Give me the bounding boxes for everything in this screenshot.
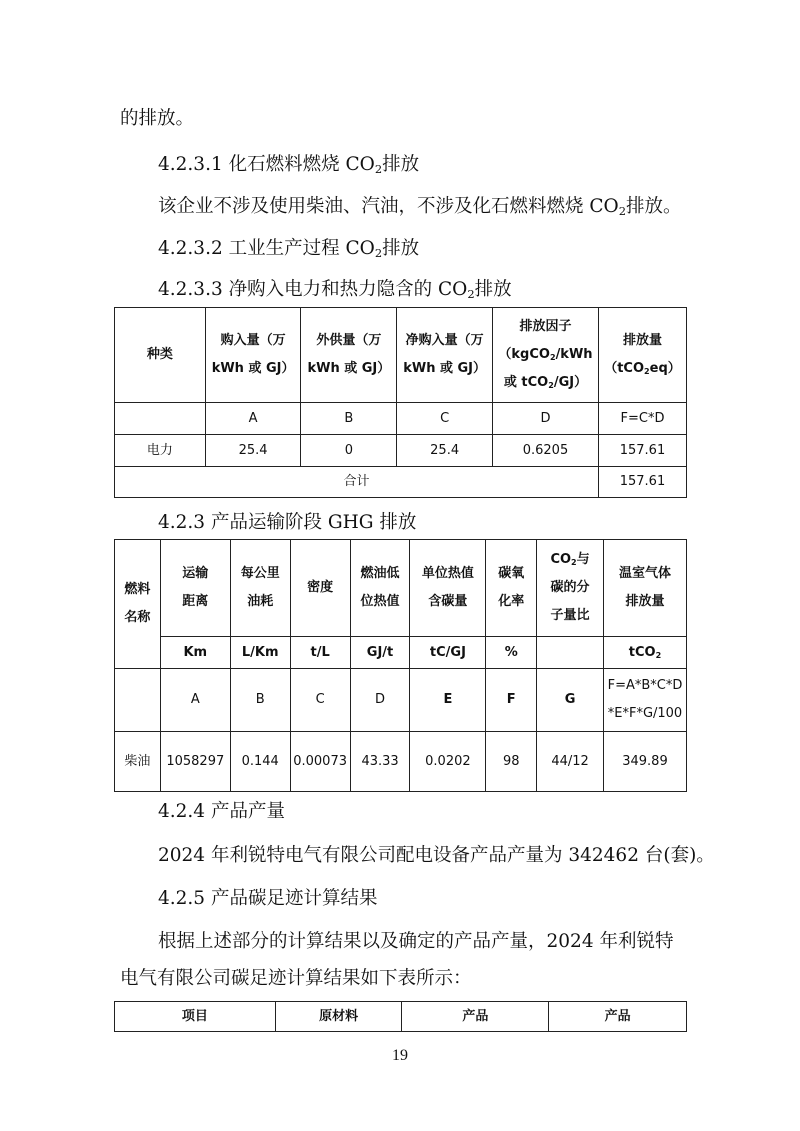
heading-425: 4.2.5 产品碳足迹计算结果 <box>158 888 378 909</box>
header-supplied: 外供量（万 kWh 或 GJ） <box>301 308 397 403</box>
header-item: 项目 <box>115 1002 276 1032</box>
header-emission: 排放量 （tCO$_2$eq） <box>598 308 686 403</box>
code-cell: C <box>397 403 493 435</box>
heading-4231: 4.2.3.1 化石燃料燃烧 $CO_2$排放 <box>158 154 420 176</box>
header-type: 种类 <box>115 308 206 403</box>
header-oxidation: 碳氧 化率 <box>486 540 537 637</box>
value-cell: 0 <box>301 435 397 467</box>
header-density: 密度 <box>290 540 350 637</box>
heading-424: 4.2.4 产品产量 <box>158 801 285 822</box>
page-number: 19 <box>392 1047 408 1064</box>
value-cell: 0.00073 <box>290 732 350 792</box>
header-ghg-emission: 温室气体 排放量 <box>603 540 686 637</box>
code-cell: B <box>301 403 397 435</box>
value-cell: 25.4 <box>205 435 301 467</box>
code-cell: F <box>486 669 537 732</box>
value-cell: 25.4 <box>397 435 493 467</box>
header-distance: 运输 距离 <box>160 540 230 637</box>
header-purchased: 购入量（万 kWh 或 GJ） <box>205 308 301 403</box>
unit-cell <box>537 637 604 669</box>
value-cell: 0.0202 <box>410 732 486 792</box>
code-cell: A <box>205 403 301 435</box>
total-label: 合计 <box>115 467 599 498</box>
header-product: 产品 <box>549 1002 687 1032</box>
header-net-purchased: 净购入量（万 kWh 或 GJ） <box>397 308 493 403</box>
carbon-footprint-table <box>114 1001 687 1032</box>
unit-cell: L/Km <box>230 637 290 669</box>
unit-cell: GJ/t <box>350 637 410 669</box>
header-raw-material: 原材料 <box>275 1002 402 1032</box>
value-cell: 349.89 <box>603 732 686 792</box>
value-cell: 157.61 <box>598 435 686 467</box>
row-label-electricity: 电力 <box>115 435 206 467</box>
transport-emission-table <box>114 539 687 792</box>
value-cell: 0.6205 <box>493 435 599 467</box>
header-mw-ratio: $CO_2$与 碳的分 子量比 <box>537 540 604 637</box>
unit-cell: % <box>486 637 537 669</box>
value-cell: 43.33 <box>350 732 410 792</box>
paragraph-4231: 该企业不涉及使用柴油、汽油，不涉及化石燃料燃烧 $CO_2$排放。 <box>158 196 682 218</box>
formula-cell: F=A*B*C*D *E*F*G/100 <box>603 669 686 732</box>
value-cell: 98 <box>486 732 537 792</box>
code-cell: C <box>290 669 350 732</box>
row-label-diesel: 柴油 <box>115 732 161 792</box>
header-fuel-name: 燃料 名称 <box>115 540 161 669</box>
paragraph-continuation: 的排放。 <box>120 108 195 129</box>
electricity-emission-table <box>114 307 687 498</box>
paragraph-425-line1: 根据上述部分的计算结果以及确定的产品产量，2024 年利锐特 <box>158 931 674 952</box>
heading-423: 4.2.3 产品运输阶段 GHG 排放 <box>158 512 417 533</box>
header-ncv: 燃油低 位热值 <box>350 540 410 637</box>
unit-cell: tC/GJ <box>410 637 486 669</box>
code-cell-empty <box>115 403 206 435</box>
code-cell: G <box>537 669 604 732</box>
heading-4232: 4.2.3.2 工业生产过程 $CO_2$排放 <box>158 238 420 260</box>
header-carbon-content: 单位热值 含碳量 <box>410 540 486 637</box>
unit-cell: tCO$_2$ <box>603 637 686 669</box>
header-emission-factor: 排放因子 （kgCO$_2$/kWh 或 tCO$_2$/GJ） <box>493 308 599 403</box>
code-cell: D <box>350 669 410 732</box>
code-cell: E <box>410 669 486 732</box>
header-consumption: 每公里 油耗 <box>230 540 290 637</box>
value-cell: 0.144 <box>230 732 290 792</box>
code-cell: D <box>493 403 599 435</box>
unit-cell: Km <box>160 637 230 669</box>
heading-4233: 4.2.3.3 净购入电力和热力隐含的 $CO_2$排放 <box>158 279 512 301</box>
value-cell: 44/12 <box>537 732 604 792</box>
code-cell: F=C*D <box>598 403 686 435</box>
code-cell: A <box>160 669 230 732</box>
code-cell-empty <box>115 669 161 732</box>
code-cell: B <box>230 669 290 732</box>
unit-cell: t/L <box>290 637 350 669</box>
total-value: 157.61 <box>598 467 686 498</box>
value-cell: 1058297 <box>160 732 230 792</box>
paragraph-424: 2024 年利锐特电气有限公司配电设备产品产量为 342462 台(套)。 <box>158 845 715 866</box>
header-product: 产品 <box>402 1002 549 1032</box>
paragraph-425-line2: 电气有限公司碳足迹计算结果如下表所示： <box>120 968 472 989</box>
